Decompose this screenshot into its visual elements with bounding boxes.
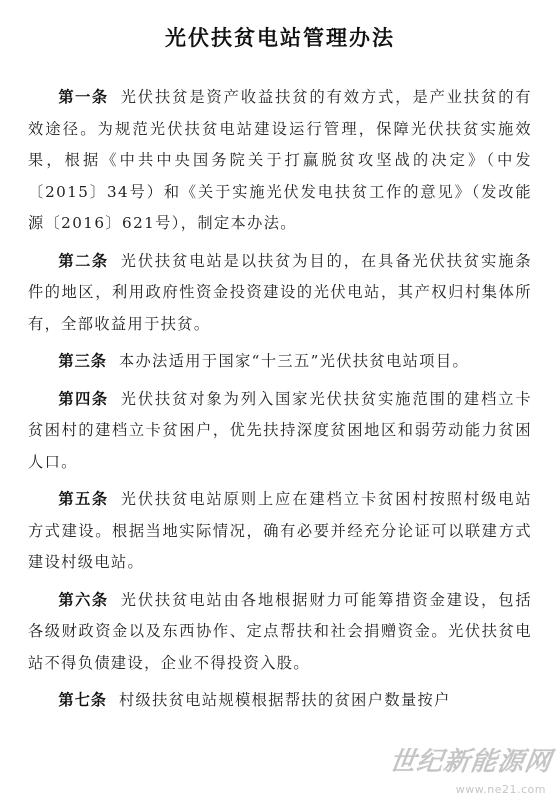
- article-5: [28, 484, 532, 579]
- article-text: 村级扶贫电站规模根据帮扶的贫困户数量按户: [118, 691, 451, 709]
- article-text: 光伏扶贫电站原则上应在建档立卡贫困村按照村级电站方式建设。根据当地实际情况，确有必要并经充分论证可以联建方式建设村级电站。: [28, 490, 533, 571]
- article-label: 第一条: [58, 88, 109, 106]
- watermark-logo: 世纪新能源网: [387, 747, 554, 777]
- article-text: 光伏扶贫是资产收益扶贫的有效方式，是产业扶贫的有效途径。为规范光伏扶贫电站建设运行管理，保障光伏扶贫实施效果，根据《中共中央国务院关于打赢脱贫攻坚战的决定》（中发〔2015〕34号）和《关于实施光伏发电扶贫工作的意见》（发改能源〔2016〕621号），制定本办法。: [28, 88, 533, 232]
- article-label: 第四条: [58, 389, 109, 408]
- article-1: [28, 82, 532, 240]
- document-title: 光伏扶贫电站管理办法: [165, 26, 395, 50]
- article-4: [28, 384, 532, 479]
- article-text: 光伏扶贫对象为列入国家光伏扶贫实施范围的建档立卡贫困村的建档立卡贫困户，优先扶持深度贫困地区和弱劳动能力贫困人口。: [28, 389, 533, 471]
- article-text: 本办法适用于国家“十三五”光伏扶贫电站项目。: [118, 352, 470, 370]
- article-label: 第六条: [58, 590, 109, 609]
- article-label: 第二条: [58, 251, 109, 270]
- article-label: 第七条: [58, 691, 107, 709]
- article-3: [28, 346, 532, 378]
- article-2: [28, 246, 532, 341]
- article-label: 第三条: [58, 352, 107, 370]
- article-label: 第五条: [58, 490, 109, 508]
- article-text: 光伏扶贫电站由各地根据财力可能筹措资金建设，包括各级财政资金以及东西协作、定点帮扶和社会捐赠资金。光伏扶贫电站不得负债建设，企业不得投资入股。: [28, 590, 533, 672]
- article-6: [28, 585, 532, 680]
- article-text: 光伏扶贫电站是以扶贫为目的，在具备光伏扶贫实施条件的地区，利用政府性资金投资建设的光伏电站，其产权归村集体所有，全部收益用于扶贫。: [28, 251, 533, 333]
- article-7: [28, 685, 532, 717]
- watermark-url: www.ne21.com: [455, 783, 546, 796]
